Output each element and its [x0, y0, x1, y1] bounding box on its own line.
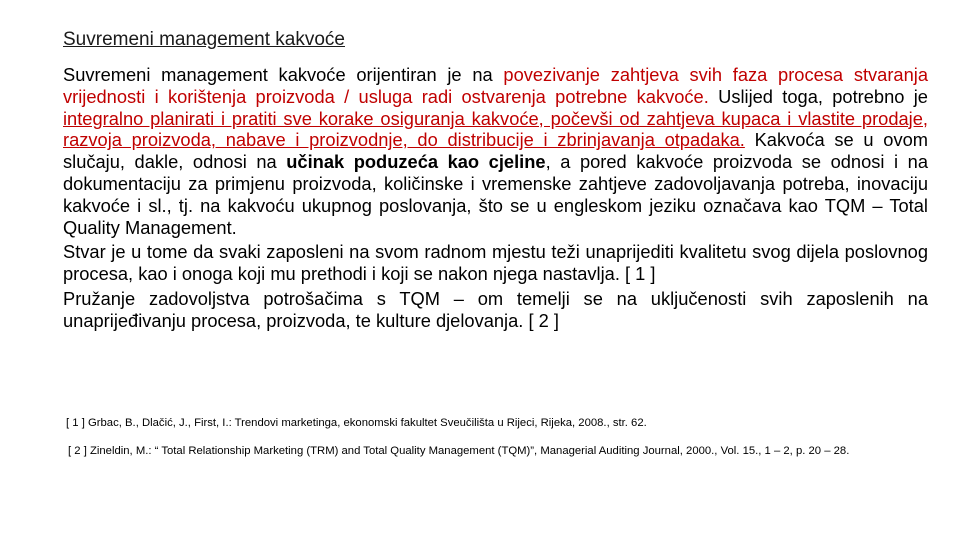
p1-text-3: Kakvoća se u ovom slučaju, dakle, odnosi na — [63, 129, 928, 173]
p1-text-1: Suvremeni management kakvoće orijentiran je na — [63, 64, 504, 85]
reference-1: [ 1 ] Grbac, B., Dlačić, J., First, I.: Trendovi marketinga, ekonomski fakultet Sveučilišta u Rijeci, Rijeka, 2008., str. 62. — [66, 417, 647, 429]
p1-red-emphasis: povezivanje zahtjeva svih faza procesa stvaranja vrijednosti i korištenja proizvoda / usluga radi ostvarenja potrebne kakvoće. — [63, 64, 928, 107]
reference-2-text: [ 2 ] Zineldin, M.: “ Total Relationship Marketing (TRM) and Total Quality Management (TQM)”, Managerial Auditing Journal, 2000., Vol. 15., 1 – 2, p. 20 – 28. — [68, 445, 850, 457]
paragraph-customer-satisfaction: Pružanje zadovoljstva potrošačima s TQM – om temelji se na uključenosti svih zaposlenih na unaprijeđivanju procesa, proizvoda, te kulture djelovanja. [ 2 ] — [63, 287, 928, 331]
p1-text-4: , a pored kakvoće proizvoda se odnosi i na dokumentaciju za primjenu proizvoda, količinske i vremenske zahtjeve zadovoljavanja potreba, inovaciju kakvoće i sl., tj. na kakvoću ukupnog poslovanja, što se u engleskom jeziku označava kao TQM – Total Quality Management. — [63, 151, 928, 238]
paragraph-tqm-definition — [63, 64, 928, 238]
paragraph-employee-improvement: Stvar je u tome da svaki zaposleni na svom radnom mjestu teži unaprijediti kvalitetu svog dijela poslovnog procesa, kao i onoga koji mu prethodi i koji se nakon njega nastavlja. [ 1 ] — [63, 241, 928, 285]
slide-content — [63, 28, 928, 332]
p1-text-2: Uslijed toga, potrebno je — [708, 85, 928, 107]
slide-title: Suvremeni management kakvoće — [63, 29, 345, 50]
references — [63, 416, 928, 458]
p1-bold-emphasis: učinak poduzeća kao cjeline — [286, 151, 546, 173]
p1-red-underlined-emphasis: integralno planirati i pratiti sve korake osiguranja kakvoće, počevši od zahtjeva kupaca i vlastite prodaje, razvoja proizvoda, nabave i proizvodnje, do distribucije i zbrinjavanja otpadaka. — [63, 107, 928, 151]
reference-2 — [63, 444, 928, 458]
